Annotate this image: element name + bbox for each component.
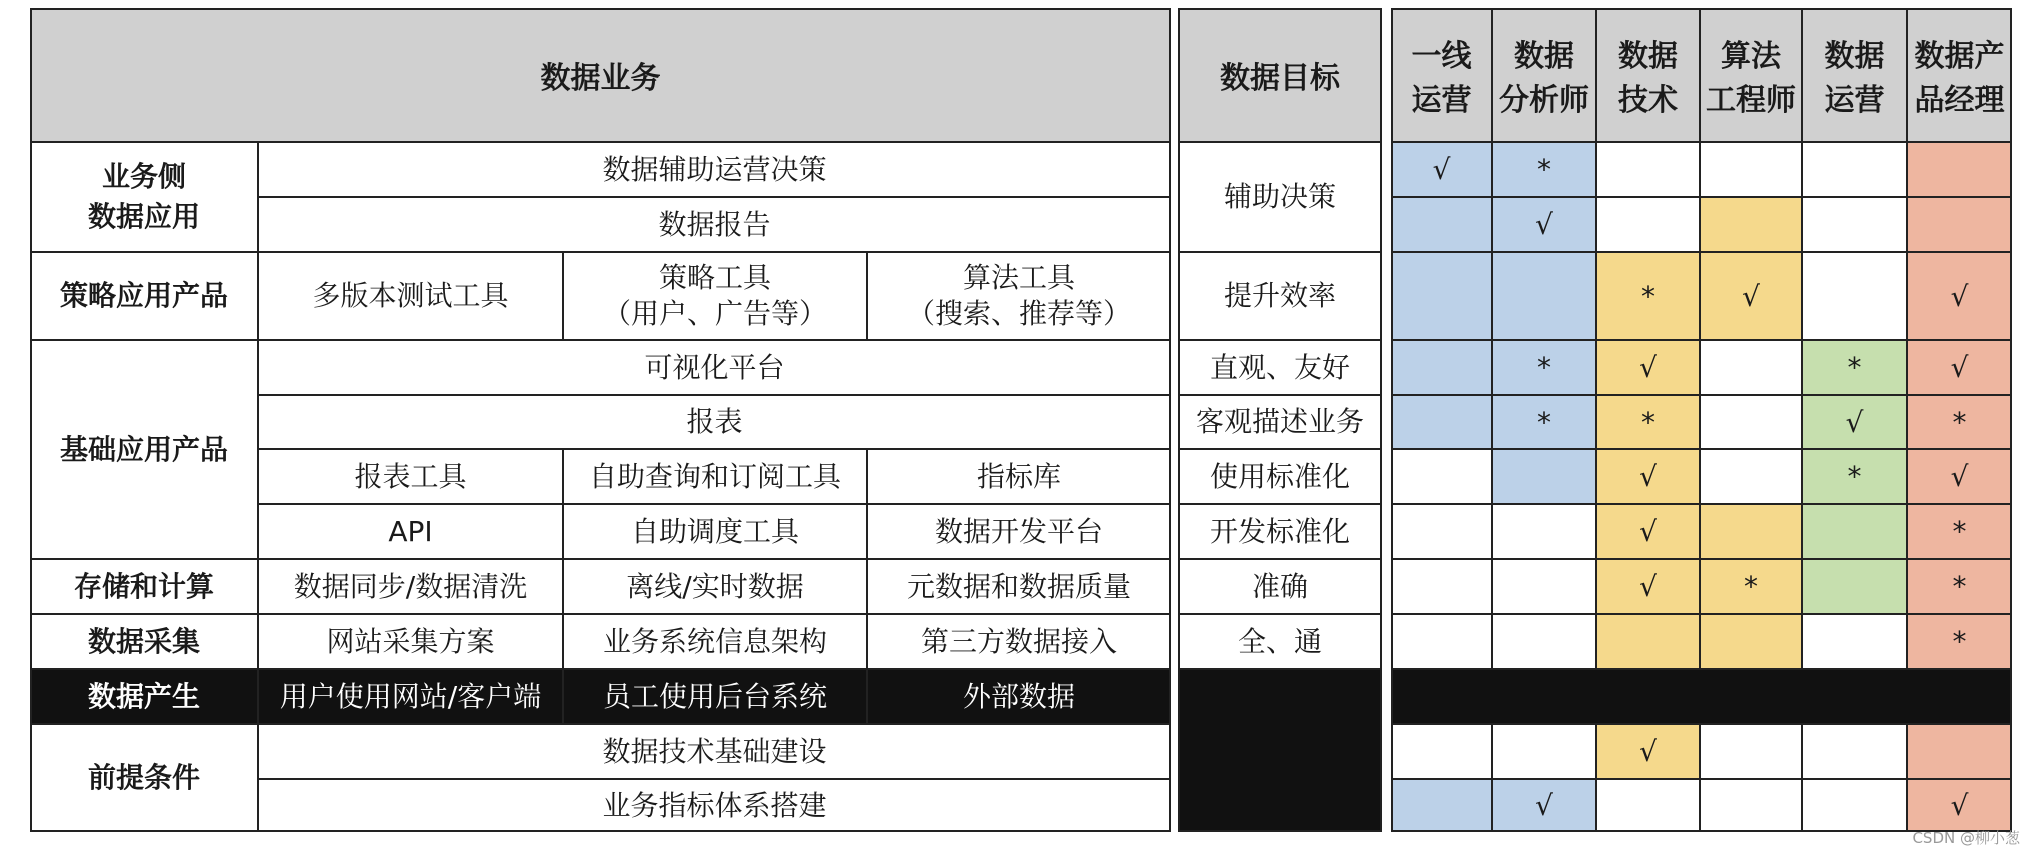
star-mark xyxy=(1700,559,1802,614)
matrix-cell xyxy=(1907,142,2012,197)
header-role-0 xyxy=(1391,8,1492,142)
goal-g4-text: 客观描述业务 xyxy=(1195,405,1364,438)
category-storage-text: 存储和计算 xyxy=(73,569,214,603)
category-biz-side-text: 业务侧 数据应用 xyxy=(87,160,200,233)
goal-g3 xyxy=(1178,340,1382,395)
matrix-cell xyxy=(1802,252,1907,340)
matrix-cell xyxy=(1596,197,1700,252)
item-report-tool-text: 报表工具 xyxy=(354,459,467,493)
category-produce xyxy=(30,669,258,724)
header-role-1-text: 数据 分析师 xyxy=(1499,39,1589,118)
item-visual xyxy=(258,340,1171,395)
goal-g7-text: 准确 xyxy=(1251,569,1308,603)
matrix-cell xyxy=(1391,724,1492,779)
goal-g5-text: 使用标准化 xyxy=(1209,459,1350,493)
item-metric-lib xyxy=(867,449,1171,504)
item-selfquery xyxy=(563,449,867,504)
check-mark xyxy=(1391,142,1492,197)
matrix-cell xyxy=(1391,449,1492,504)
goal-g6 xyxy=(1178,504,1382,559)
item-selfsched-text: 自助调度工具 xyxy=(630,514,799,548)
item-metric-sys xyxy=(258,779,1171,832)
item-abtest xyxy=(258,252,563,340)
check-mark xyxy=(1907,449,2012,504)
header-role-2-text: 数据 技术 xyxy=(1618,39,1678,118)
goal-g4 xyxy=(1178,395,1382,449)
goal-g6-text: 开发标准化 xyxy=(1209,514,1350,548)
item-abtest-text: 多版本测试工具 xyxy=(312,279,509,312)
item-offline xyxy=(563,559,867,614)
matrix-cell xyxy=(1391,197,1492,252)
goal-g1 xyxy=(1178,142,1382,252)
goal-g3-text: 直观、友好 xyxy=(1209,350,1350,384)
matrix-cell xyxy=(1700,779,1802,832)
category-strategy-text: 策略应用产品 xyxy=(59,279,228,312)
item-selfsched xyxy=(563,504,867,559)
item-biz-arch xyxy=(563,614,867,669)
matrix-cell xyxy=(1391,559,1492,614)
check-mark xyxy=(1907,252,2012,340)
goal-blank-black xyxy=(1178,669,1382,832)
check-mark-text: √ xyxy=(1535,208,1553,241)
star-mark-text: * xyxy=(1847,351,1862,384)
matrix-cell xyxy=(1802,197,1907,252)
item-algo-tool-text: 算法工具 （搜索、推荐等） xyxy=(906,261,1131,330)
header-role-3 xyxy=(1700,8,1802,142)
star-mark-text: * xyxy=(1537,405,1551,439)
category-basic-text: 基础应用产品 xyxy=(59,432,228,466)
goal-g1-text: 辅助决策 xyxy=(1223,180,1336,213)
check-mark-text: √ xyxy=(1950,279,1969,313)
item-api xyxy=(258,504,563,559)
item-third xyxy=(867,614,1171,669)
item-api-text: API xyxy=(388,514,433,548)
check-mark xyxy=(1596,559,1700,614)
matrix-cell xyxy=(1391,395,1492,449)
matrix-black-row xyxy=(1391,669,2012,724)
item-sync xyxy=(258,559,563,614)
matrix-cell xyxy=(1391,340,1492,395)
item-user-use xyxy=(258,669,563,724)
goal-g2 xyxy=(1178,252,1382,340)
category-basic xyxy=(30,340,258,559)
matrix-cell xyxy=(1492,504,1596,559)
item-report-text: 报表 xyxy=(686,405,743,438)
matrix-cell xyxy=(1700,724,1802,779)
matrix-cell xyxy=(1391,504,1492,559)
category-prereq xyxy=(30,724,258,832)
category-biz-side xyxy=(30,142,258,252)
star-mark xyxy=(1596,252,1700,340)
star-mark xyxy=(1492,395,1596,449)
star-mark xyxy=(1907,614,2012,669)
item-offline-text: 离线/实时数据 xyxy=(626,569,804,603)
star-mark-text: * xyxy=(1847,460,1862,493)
check-mark-text: √ xyxy=(1950,351,1969,384)
star-mark xyxy=(1907,395,2012,449)
item-devplat xyxy=(867,504,1171,559)
matrix-cell xyxy=(1907,197,2012,252)
matrix-cell xyxy=(1907,724,2012,779)
item-algo-tool xyxy=(867,252,1171,340)
matrix-cell xyxy=(1596,614,1700,669)
check-mark-text: √ xyxy=(1432,153,1451,186)
star-mark-text: * xyxy=(1952,625,1967,658)
matrix-cell xyxy=(1700,614,1802,669)
matrix-cell xyxy=(1492,614,1596,669)
item-biz-arch-text: 业务系统信息架构 xyxy=(602,624,827,658)
header-goal-text: 数据目标 xyxy=(1220,61,1340,96)
star-mark-text: * xyxy=(1744,570,1758,603)
check-mark-text: √ xyxy=(1742,279,1760,313)
matrix-cell xyxy=(1391,779,1492,832)
star-mark-text: * xyxy=(1641,405,1655,439)
check-mark xyxy=(1492,197,1596,252)
check-mark xyxy=(1907,779,2012,832)
matrix-cell xyxy=(1492,724,1596,779)
matrix-cell xyxy=(1802,504,1907,559)
item-visual-text: 可视化平台 xyxy=(644,350,785,384)
item-metric-lib-text: 指标库 xyxy=(976,459,1061,493)
star-mark xyxy=(1492,340,1596,395)
category-strategy xyxy=(30,252,258,340)
check-mark-text: √ xyxy=(1639,460,1657,493)
star-mark-text: * xyxy=(1641,279,1655,313)
matrix-cell xyxy=(1596,779,1700,832)
matrix-cell xyxy=(1802,724,1907,779)
item-decision xyxy=(258,142,1171,197)
item-web-collect xyxy=(258,614,563,669)
check-mark xyxy=(1596,724,1700,779)
item-staff-use xyxy=(563,669,867,724)
check-mark xyxy=(1802,395,1907,449)
header-goal xyxy=(1178,8,1382,142)
matrix-cell xyxy=(1492,559,1596,614)
goal-g2-text: 提升效率 xyxy=(1223,279,1336,312)
goal-g5 xyxy=(1178,449,1382,504)
category-storage xyxy=(30,559,258,614)
item-report-doc-text: 数据报告 xyxy=(658,207,771,241)
star-mark-text: * xyxy=(1952,515,1967,548)
check-mark xyxy=(1596,504,1700,559)
star-mark xyxy=(1492,142,1596,197)
header-role-4-text: 数据 运营 xyxy=(1824,39,1885,118)
item-devplat-text: 数据开发平台 xyxy=(934,514,1103,548)
item-report-tool xyxy=(258,449,563,504)
check-mark-text: √ xyxy=(1950,460,1969,493)
header-role-2 xyxy=(1596,8,1700,142)
item-web-collect-text: 网站采集方案 xyxy=(326,624,495,658)
category-collect-text: 数据采集 xyxy=(87,624,200,658)
star-mark-text: * xyxy=(1537,351,1551,384)
item-strategy-tool-text: 策略工具 （用户、广告等） xyxy=(602,261,827,330)
item-strategy-tool xyxy=(563,252,867,340)
check-mark-text: √ xyxy=(1535,789,1553,822)
item-staff-use-text: 员工使用后台系统 xyxy=(602,679,827,713)
check-mark-text: √ xyxy=(1845,405,1864,439)
check-mark-text: √ xyxy=(1639,570,1657,603)
star-mark xyxy=(1596,395,1700,449)
star-mark-text: * xyxy=(1952,570,1967,603)
item-report xyxy=(258,395,1171,449)
header-business-text: 数据业务 xyxy=(540,61,661,96)
watermark: CSDN @柳小葱 xyxy=(1912,829,2020,847)
category-prereq-text: 前提条件 xyxy=(87,761,200,794)
header-role-0-text: 一线 运营 xyxy=(1411,39,1472,118)
header-role-4 xyxy=(1802,8,1907,142)
matrix-cell xyxy=(1700,142,1802,197)
category-produce-text: 数据产生 xyxy=(87,679,200,713)
star-mark xyxy=(1907,504,2012,559)
item-external-text: 外部数据 xyxy=(962,679,1075,713)
header-role-3-text: 算法 工程师 xyxy=(1706,39,1796,118)
item-metadata-text: 元数据和数据质量 xyxy=(906,569,1131,603)
check-mark-text: √ xyxy=(1639,735,1657,768)
item-user-use-text: 用户使用网站/客户端 xyxy=(279,679,542,713)
header-business xyxy=(30,8,1171,142)
star-mark xyxy=(1802,449,1907,504)
header-role-5 xyxy=(1907,8,2012,142)
item-tech-base xyxy=(258,724,1171,779)
header-role-1 xyxy=(1492,8,1596,142)
matrix-cell xyxy=(1802,559,1907,614)
goal-g8 xyxy=(1178,614,1382,669)
goal-g7 xyxy=(1178,559,1382,614)
matrix-cell xyxy=(1700,395,1802,449)
star-mark-text: * xyxy=(1537,153,1551,186)
check-mark-text: √ xyxy=(1639,351,1657,384)
check-mark xyxy=(1596,449,1700,504)
item-metadata xyxy=(867,559,1171,614)
star-mark-text: * xyxy=(1952,405,1967,439)
item-decision-text: 数据辅助运营决策 xyxy=(602,152,827,186)
star-mark xyxy=(1907,559,2012,614)
check-mark xyxy=(1700,252,1802,340)
goal-g8-text: 全、通 xyxy=(1237,624,1322,658)
check-mark-text: √ xyxy=(1639,515,1657,548)
item-sync-text: 数据同步/数据清洗 xyxy=(293,569,528,603)
star-mark xyxy=(1802,340,1907,395)
matrix-cell xyxy=(1700,504,1802,559)
item-selfquery-text: 自助查询和订阅工具 xyxy=(588,459,841,493)
category-collect xyxy=(30,614,258,669)
matrix-cell xyxy=(1802,614,1907,669)
matrix-cell xyxy=(1700,340,1802,395)
matrix-cell xyxy=(1700,197,1802,252)
item-third-text: 第三方数据接入 xyxy=(920,624,1117,658)
check-mark xyxy=(1596,340,1700,395)
matrix-cell xyxy=(1391,252,1492,340)
matrix-cell xyxy=(1492,252,1596,340)
check-mark xyxy=(1492,779,1596,832)
matrix-cell xyxy=(1391,614,1492,669)
matrix-cell xyxy=(1596,142,1700,197)
matrix-cell xyxy=(1700,449,1802,504)
item-external xyxy=(867,669,1171,724)
matrix-cell xyxy=(1492,449,1596,504)
check-mark xyxy=(1907,340,2012,395)
check-mark-text: √ xyxy=(1950,789,1969,822)
matrix-cell xyxy=(1802,779,1907,832)
matrix-cell xyxy=(1802,142,1907,197)
item-metric-sys-text: 业务指标体系搭建 xyxy=(602,788,827,822)
item-tech-base-text: 数据技术基础建设 xyxy=(602,734,827,768)
header-role-5-text: 数据产 品经理 xyxy=(1914,39,2005,118)
item-report-doc xyxy=(258,197,1171,252)
